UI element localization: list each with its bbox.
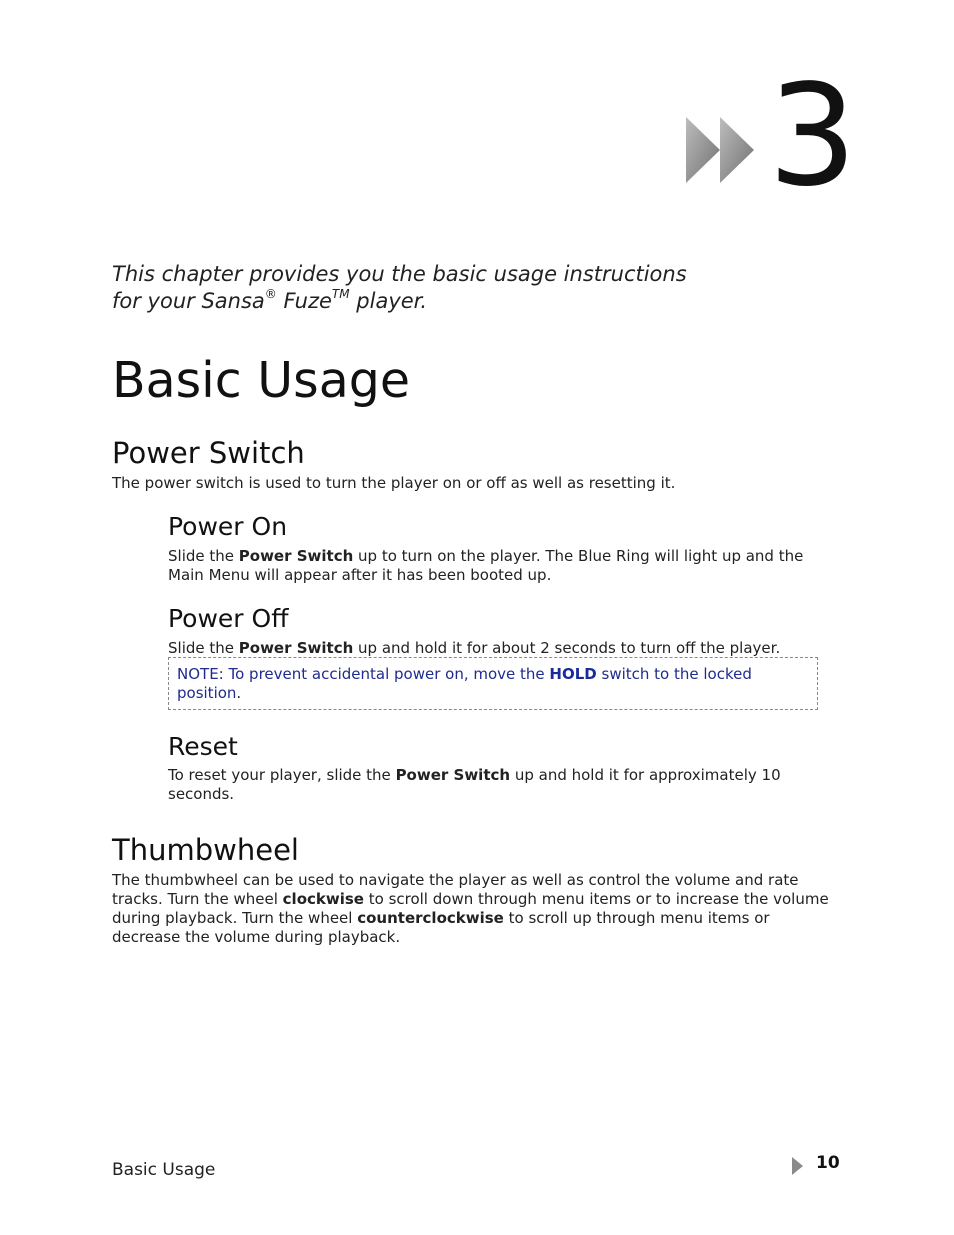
- heading-thumbwheel: Thumbwheel: [112, 833, 299, 867]
- note-text: NOTE: To prevent accidental power on, move the: [177, 665, 550, 683]
- note-box: [168, 657, 818, 710]
- thumbwheel-body: [112, 871, 840, 947]
- intro-text-end: player.: [349, 289, 428, 313]
- play-arrow-icon: [792, 1157, 804, 1175]
- note-bold: HOLD: [549, 665, 597, 683]
- power-on-body: [168, 547, 828, 585]
- fast-forward-icon: [686, 117, 756, 183]
- text: Slide the: [168, 639, 239, 657]
- bold-term: Power Switch: [395, 766, 511, 784]
- page-number: 10: [816, 1153, 840, 1173]
- note-period: .: [236, 684, 242, 702]
- text: up and hold it for approximately 10 seconds.: [168, 766, 781, 803]
- bold-term: clockwise: [282, 890, 364, 908]
- text: to scroll down through menu items or to increase the volume during playback. Turn the wheel: [112, 890, 829, 927]
- heading-power-on: Power On: [168, 512, 288, 541]
- trademark-mark: TM: [331, 287, 350, 301]
- intro-product: Fuze: [276, 289, 332, 313]
- chapter-intro: [112, 261, 752, 315]
- text: The thumbwheel can be used to navigate the player as well as control the volume and rate tracks. Turn the wheel: [112, 871, 799, 908]
- bold-term: Power Switch: [238, 547, 354, 565]
- power-switch-body: The power switch is used to turn the player on or off as well as resetting it.: [112, 474, 676, 492]
- bold-term: counterclockwise: [357, 909, 504, 927]
- registered-mark: ®: [264, 287, 277, 301]
- text: To reset your player, slide the: [168, 766, 396, 784]
- intro-text: for your Sansa: [112, 289, 265, 313]
- text: up to turn on the player. The Blue Ring will light up and the Main Menu will appear after it has been booted up.: [168, 547, 804, 584]
- page-title: Basic Usage: [112, 352, 410, 409]
- heading-power-off: Power Off: [168, 604, 289, 633]
- text: to scroll up through menu items or decrease the volume during playback.: [112, 909, 770, 946]
- text: Slide the: [168, 547, 239, 565]
- intro-line-1: This chapter provides you the basic usage instructions: [112, 262, 687, 286]
- note-text-end: switch to the locked position: [177, 665, 752, 702]
- intro-line-2: [112, 288, 752, 315]
- heading-reset: Reset: [168, 732, 238, 761]
- bold-term: Power Switch: [238, 639, 354, 657]
- power-off-body: [168, 639, 848, 658]
- chapter-number: 3: [768, 55, 858, 218]
- footer-section-name: Basic Usage: [112, 1160, 216, 1180]
- reset-body: [168, 766, 828, 804]
- heading-power-switch: Power Switch: [112, 436, 305, 470]
- text: up and hold it for about 2 seconds to turn off the player.: [353, 639, 781, 657]
